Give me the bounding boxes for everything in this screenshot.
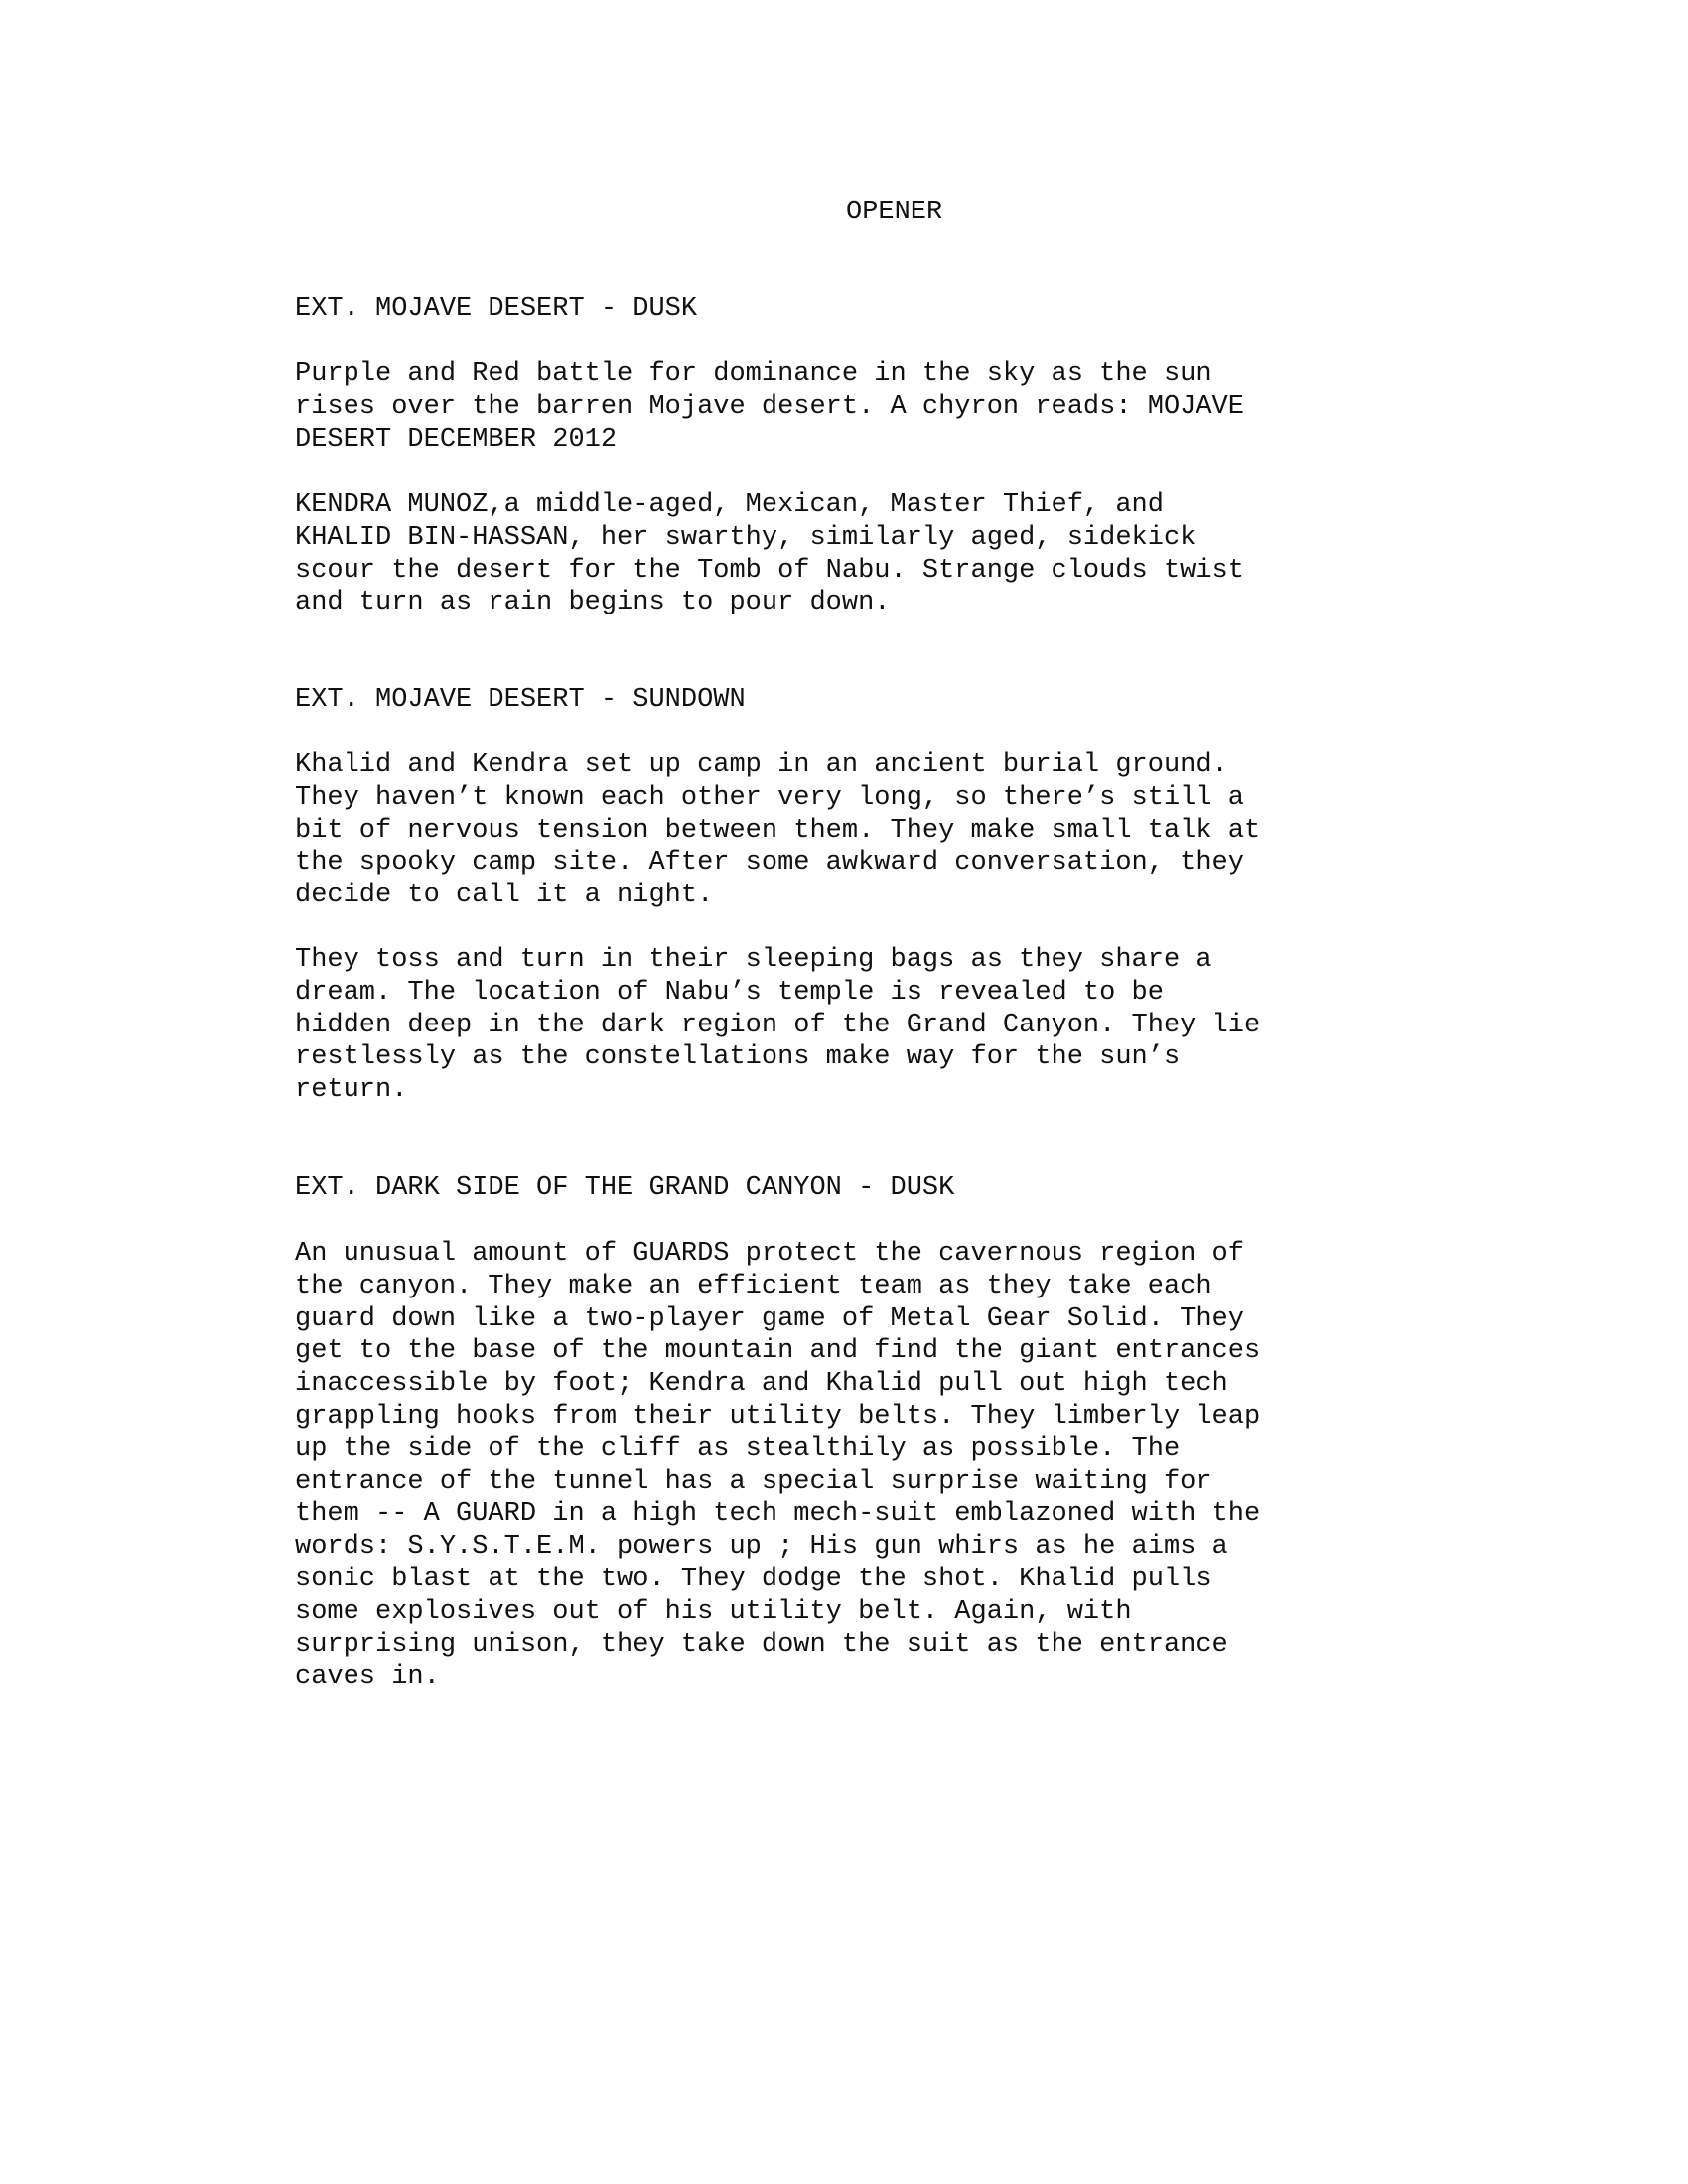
action-line: scour the desert for the Tomb of Nabu. Strange clouds twist bbox=[295, 555, 1244, 586]
action-line: entrance of the tunnel has a special surprise waiting for bbox=[295, 1466, 1212, 1497]
action-paragraph bbox=[295, 750, 1260, 912]
scene-heading: EXT. MOJAVE DESERT - SUNDOWN bbox=[295, 685, 746, 715]
action-line: guard down like a two-player game of Metal Gear Solid. They bbox=[295, 1303, 1244, 1334]
action-line: rises over the barren Mojave desert. A chyron reads: MOJAVE bbox=[295, 391, 1244, 422]
action-line: sonic blast at the two. They dodge the shot. Khalid pulls bbox=[295, 1564, 1212, 1594]
action-line: An unusual amount of GUARDS protect the cavernous region of bbox=[295, 1239, 1244, 1269]
action-line: KHALID BIN-HASSAN, her swarthy, similarly aged, sidekick bbox=[295, 522, 1196, 553]
action-paragraph bbox=[295, 358, 1244, 456]
scene-heading: EXT. DARK SIDE OF THE GRAND CANYON - DUSK bbox=[295, 1173, 955, 1203]
action-line: They haven’t known each other very long, so there’s still a bbox=[295, 782, 1244, 813]
action-line: get to the base of the mountain and find the giant entrances bbox=[295, 1336, 1261, 1367]
action-line: surprising unison, they take down the suit as the entrance bbox=[295, 1629, 1228, 1660]
action-line: the canyon. They make an efficient team as they take each bbox=[295, 1271, 1212, 1301]
action-line: inaccessible by foot; Kendra and Khalid pull out high tech bbox=[295, 1369, 1228, 1400]
action-line: restlessly as the constellations make way for the sun’s bbox=[295, 1042, 1181, 1073]
action-line: words: S.Y.S.T.E.M. powers up ; His gun whirs as he aims a bbox=[295, 1532, 1228, 1563]
action-line: Purple and Red battle for dominance in the sky as the sun bbox=[295, 359, 1212, 389]
action-line: up the side of the cliff as stealthily as possible. The bbox=[295, 1433, 1181, 1464]
action-line: hidden deep in the dark region of the Grand Canyon. They lie bbox=[295, 1010, 1261, 1040]
action-line: They toss and turn in their sleeping bags as they share a bbox=[295, 945, 1212, 975]
action-line: some explosives out of his utility belt. Again, with bbox=[295, 1596, 1132, 1627]
action-line: grappling hooks from their utility belts. They limberly leap bbox=[295, 1401, 1261, 1432]
action-line: and turn as rain begins to pour down. bbox=[295, 588, 891, 618]
action-paragraph bbox=[295, 944, 1260, 1107]
action-line: KENDRA MUNOZ,a middle-aged, Mexican, Master Thief, and bbox=[295, 490, 1164, 520]
action-line: dream. The location of Nabu’s temple is revealed to be bbox=[295, 977, 1164, 1008]
action-line: them -- A GUARD in a high tech mech-suit emblazoned with the bbox=[295, 1499, 1261, 1530]
scene-heading: EXT. MOJAVE DESERT - DUSK bbox=[295, 294, 698, 324]
action-line: DESERT DECEMBER 2012 bbox=[295, 424, 618, 455]
action-line: decide to call it a night. bbox=[295, 881, 714, 911]
action-line: caves in. bbox=[295, 1662, 440, 1693]
action-paragraph bbox=[295, 489, 1244, 619]
action-line: bit of nervous tension between them. They make small talk at bbox=[295, 815, 1261, 846]
page-title: OPENER bbox=[846, 198, 943, 227]
action-line: the spooky camp site. After some awkward conversation, they bbox=[295, 848, 1244, 879]
action-line: return. bbox=[295, 1075, 408, 1106]
action-paragraph bbox=[295, 1238, 1260, 1694]
action-line: Khalid and Kendra set up camp in an ancient burial ground. bbox=[295, 751, 1228, 780]
